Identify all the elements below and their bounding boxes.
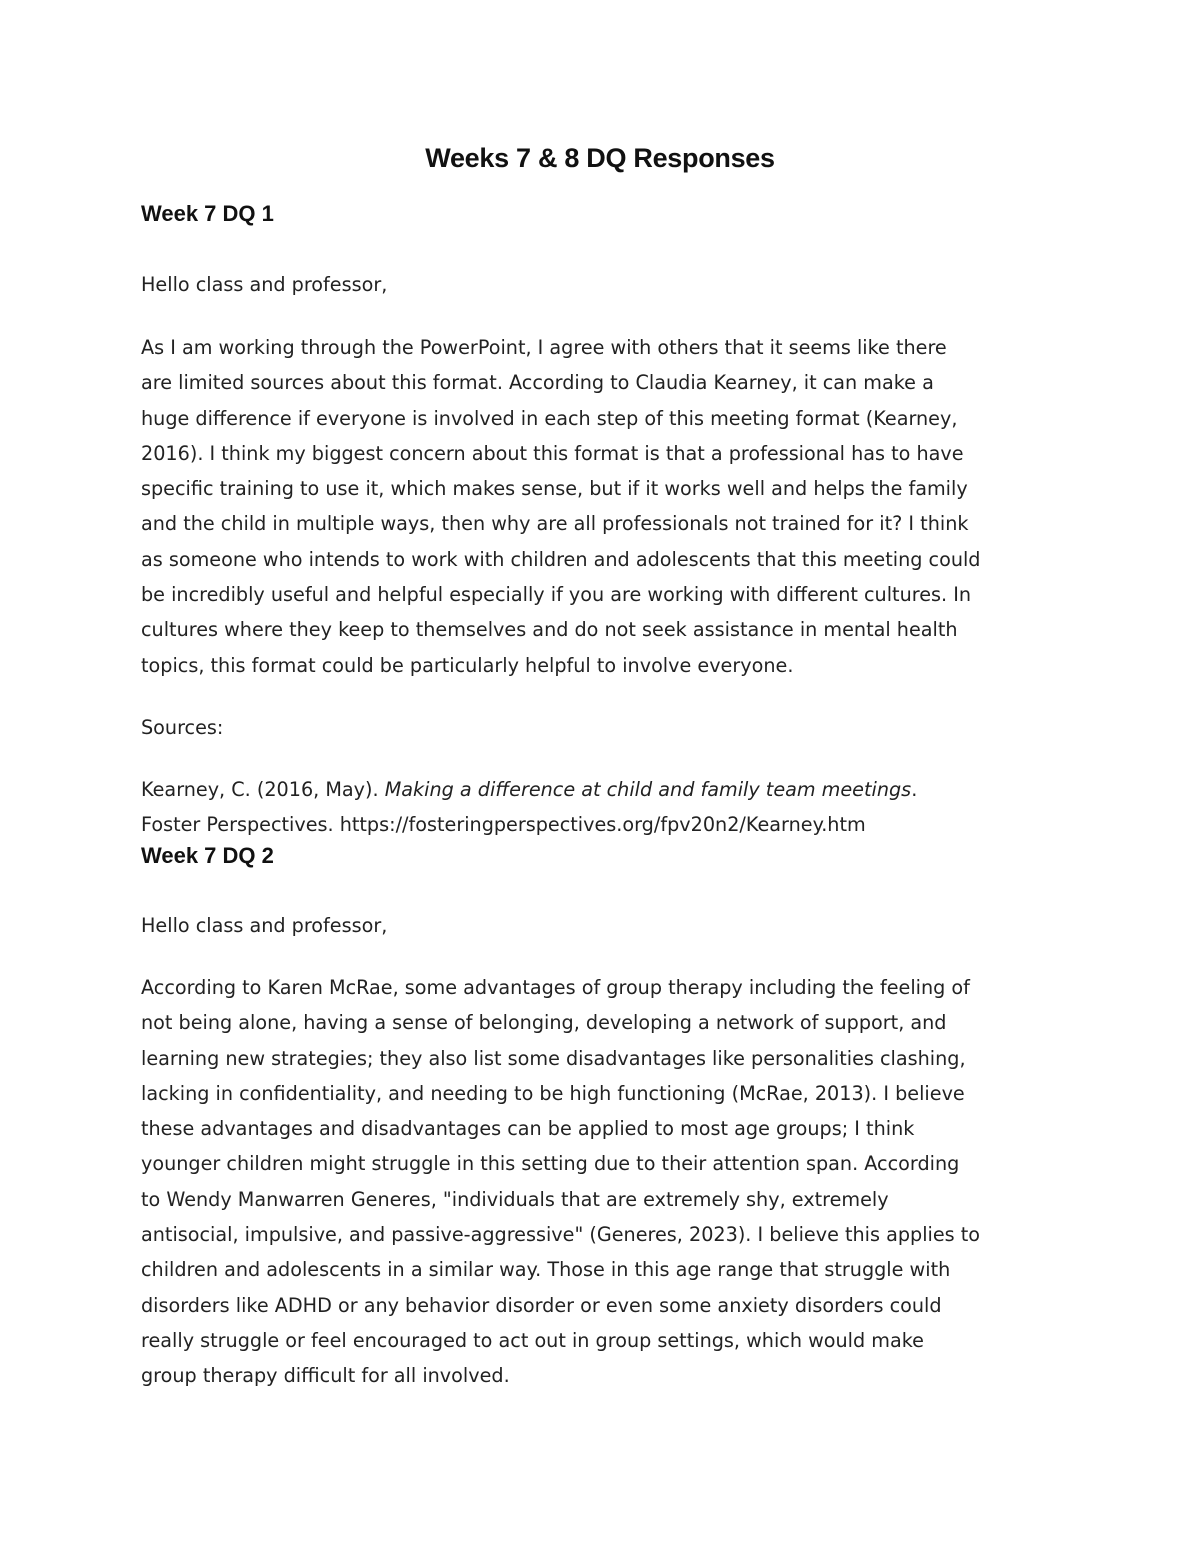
- document-title: Weeks 7 & 8 DQ Responses: [425, 143, 775, 173]
- paragraph-line: lacking in confidentiality, and needing to be high functioning (McRae, 2013). I believe: [141, 1081, 965, 1105]
- paragraph-line: huge difference if everyone is involved in each step of this meeting format (Kearney,: [141, 406, 958, 430]
- paragraph-line: specific training to use it, which makes sense, but if it works well and helps the family: [141, 477, 968, 501]
- citation-title-end: .: [911, 778, 918, 801]
- paragraph-line: topics, this format could be particularly helpful to involve everyone.: [141, 653, 794, 677]
- citation-title: Making a difference at child and family team meetings: [384, 778, 912, 801]
- paragraph-line: not being alone, having a sense of belonging, developing a network of support, and: [141, 1011, 947, 1035]
- dq2-greeting: Hello class and professor,: [141, 914, 388, 937]
- paragraph-line: 2016). I think my biggest concern about this format is that a professional has to have: [141, 441, 964, 465]
- dq1-paragraph: [141, 330, 1071, 683]
- paragraph-line: learning new strategies; they also list some disadvantages like personalities clashing,: [141, 1046, 966, 1070]
- sources-label: Sources:: [141, 716, 224, 739]
- dq1-greeting: Hello class and professor,: [141, 273, 388, 296]
- dq2-paragraph: [141, 970, 1071, 1394]
- dq1-heading: Week 7 DQ 1: [141, 201, 274, 226]
- paragraph-line: really struggle or feel encouraged to act out in group settings, which would make: [141, 1328, 924, 1352]
- paragraph-line: According to Karen McRae, some advantages of group therapy including the feeling of: [141, 976, 970, 999]
- paragraph-line: younger children might struggle in this setting due to their attention span. According: [141, 1152, 960, 1176]
- citation-author: Kearney, C. (2016, May).: [141, 778, 385, 801]
- paragraph-line: be incredibly useful and helpful especially if you are working with different cultures. In: [141, 583, 972, 607]
- citation-publisher-url: Foster Perspectives. https://fosteringperspectives.org/fpv20n2/Kearney.htm: [141, 813, 866, 836]
- paragraph-line: As I am working through the PowerPoint, I agree with others that it seems like there: [141, 336, 947, 359]
- paragraph-line: these advantages and disadvantages can be applied to most age groups; I think: [141, 1117, 915, 1141]
- paragraph-line: antisocial, impulsive, and passive-aggressive" (Generes, 2023). I believe this applies to: [141, 1223, 981, 1247]
- paragraph-line: children and adolescents in a similar way. Those in this age range that struggle with: [141, 1258, 951, 1282]
- paragraph-line: are limited sources about this format. According to Claudia Kearney, it can make a: [141, 371, 934, 395]
- citation-line-1: [141, 772, 917, 807]
- paragraph-line: as someone who intends to work with children and adolescents that this meeting could: [141, 547, 981, 571]
- paragraph-line: disorders like ADHD or any behavior disorder or even some anxiety disorders could: [141, 1293, 942, 1317]
- paragraph-line: and the child in multiple ways, then why are all professionals not trained for it? I think: [141, 512, 969, 536]
- dq2-heading: Week 7 DQ 2: [141, 843, 274, 868]
- paragraph-line: group therapy difficult for all involved.: [141, 1364, 510, 1388]
- paragraph-line: cultures where they keep to themselves and do not seek assistance in mental health: [141, 618, 958, 642]
- paragraph-line: to Wendy Manwarren Generes, "individuals that are extremely shy, extremely: [141, 1187, 889, 1211]
